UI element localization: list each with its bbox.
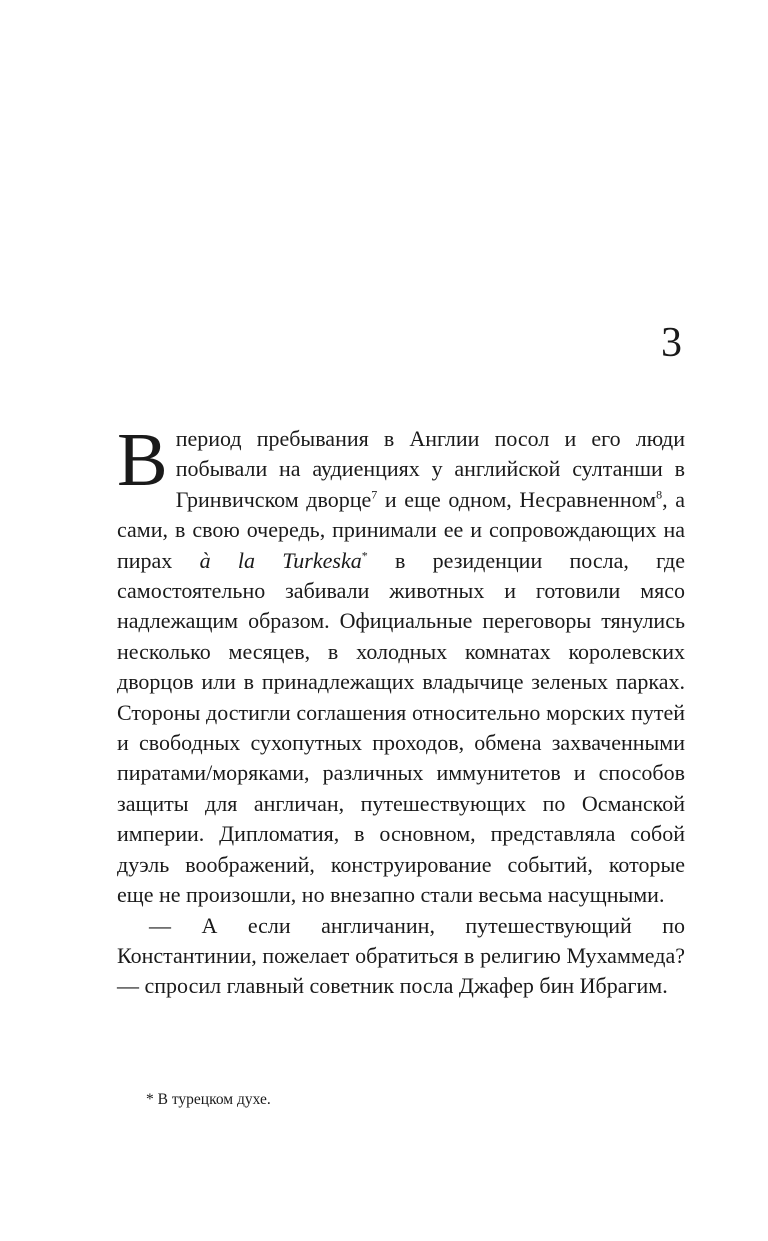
text-segment: период пребывания в Англии посол и его люди побывали на аудиенциях у английской султанши в Гринвичском дворце — [175, 426, 685, 512]
paragraph-1 — [117, 418, 685, 911]
paragraph-2: — А если англичанин, путешествующий по Константинии, пожелает обратиться в религию Мухаммеда? — спросил главный советник посла Джафер бин Ибрагим. — [117, 912, 685, 999]
footnote-mark: * — [146, 1091, 154, 1108]
footnote-text: В турецком духе. — [153, 1091, 271, 1108]
footnote-ref-8: 8 — [656, 487, 663, 502]
footnote-ref-7: 7 — [371, 487, 378, 502]
chapter-number: 3 — [661, 320, 682, 366]
italic-phrase: à la Turkeska — [199, 547, 362, 573]
text-segment: и еще одном, Несравненном — [377, 486, 657, 512]
text-segment: в резиденции посла, где самостоятельно забивали животных и готовили мясо надлежащим образом. Официальные переговоры тянулись несколько месяцев, в холодных комнатах королевских дворцов или в принадлежащих владычице зеленых парках. Стороны достигли соглашения относительно морских путей и свободных сухопутных проходов, обмена захваченными пиратами/моряками, различных иммунитетов и способов защиты для англичан, путешествующих по Османской империи. Дипломатия, в основном, представляла собой дуэль воображений, конструирование событий, которые еще не произошли, но внезапно стали весьма насущными. — [117, 547, 685, 908]
drop-cap: В — [117, 418, 168, 502]
text-segment: , а сами, в свою очередь, принимали ее и сопровождающих на пирах — [117, 486, 685, 573]
footnote — [146, 1090, 271, 1110]
footnote-ref-star: * — [361, 548, 368, 563]
body-text — [117, 418, 685, 1002]
